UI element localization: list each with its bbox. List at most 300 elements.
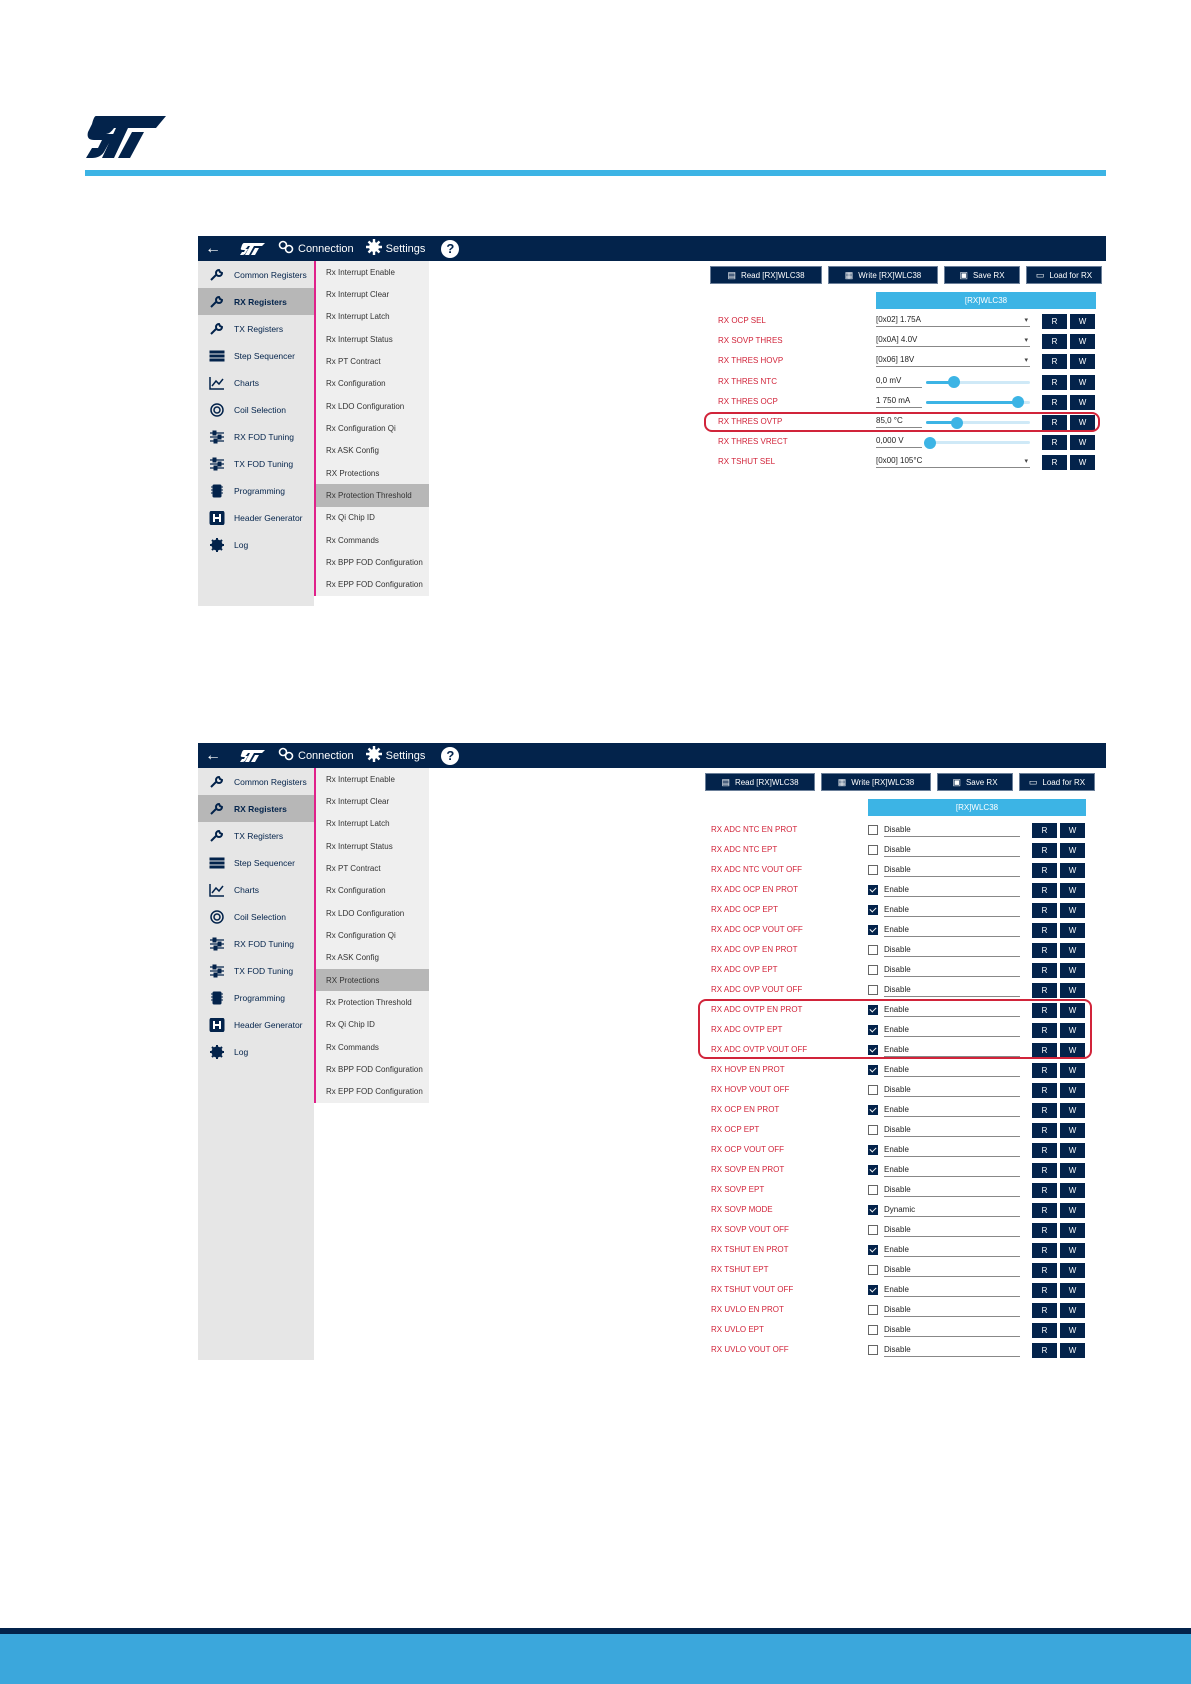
write-register-button[interactable]: W [1060, 843, 1085, 858]
sliders-icon [208, 430, 226, 444]
register-value-field[interactable] [876, 434, 922, 448]
submenu-item[interactable]: Rx Qi Chip ID [326, 1020, 375, 1030]
slider-knob[interactable] [924, 437, 936, 449]
settings-label: Settings [385, 242, 426, 255]
register-name: RX TSHUT VOUT OFF [711, 1285, 794, 1294]
write-register-button[interactable]: W [1060, 1163, 1085, 1178]
state-value: Disable [884, 845, 911, 854]
write-register-button[interactable]: W [1060, 1103, 1085, 1118]
write-register-button[interactable]: W [1060, 1083, 1085, 1098]
register-name: RX OCP SEL [718, 316, 766, 325]
read-register-button[interactable]: R [1032, 1103, 1057, 1118]
register-dropdown[interactable] [876, 313, 1030, 327]
submenu-item[interactable]: Rx PT Contract [326, 864, 381, 874]
read-register-button[interactable]: R [1032, 843, 1057, 858]
register-toolbar [705, 773, 1095, 791]
register-row [711, 1100, 1086, 1120]
save-button-label: Save RX [972, 270, 1005, 280]
sidebar-item-coil-selection[interactable] [198, 396, 314, 423]
register-state-field [884, 1223, 1020, 1237]
register-checkbox[interactable] [868, 985, 878, 995]
submenu-item[interactable]: Rx Interrupt Latch [326, 312, 390, 322]
read-register-button[interactable]: R [1032, 883, 1057, 898]
chevron-down-icon: ▾ [1024, 457, 1028, 465]
register-name: RX SOVP VOUT OFF [711, 1225, 789, 1234]
link-icon [278, 240, 298, 257]
field-value: 85,0 °C [876, 416, 903, 425]
read-register-button[interactable]: R [1032, 1303, 1057, 1318]
link-icon [278, 747, 298, 764]
register-checkbox[interactable] [868, 925, 878, 935]
register-state-field [884, 1163, 1020, 1177]
floppy-icon: ▣ [959, 269, 968, 280]
sidebar-item-rx-registers[interactable] [198, 795, 314, 822]
register-checkbox[interactable] [868, 885, 878, 895]
write-register-button[interactable]: W [1070, 334, 1095, 349]
register-dropdown[interactable] [876, 353, 1030, 367]
read-button[interactable] [705, 773, 815, 791]
sidebar [198, 768, 314, 1360]
register-name: RX ADC NTC EPT [711, 845, 778, 854]
register-checkbox[interactable] [868, 1085, 878, 1095]
state-value: Disable [884, 965, 911, 974]
sidebar-item-label: Log [234, 1046, 249, 1057]
sidebar-item-common-registers[interactable] [198, 768, 314, 795]
register-state-field [884, 943, 1020, 957]
sidebar-item-header-generator[interactable] [198, 504, 314, 531]
submenu-item[interactable]: Rx Protection Threshold [326, 998, 412, 1008]
sidebar-item-label: RX Registers [234, 296, 287, 307]
sidebar-item-charts[interactable] [198, 876, 314, 903]
sidebar-item-tx-fod-tuning[interactable] [198, 450, 314, 477]
folder-icon: ▭ [1028, 776, 1038, 787]
sidebar-item-label: Programming [234, 485, 286, 496]
sidebar-item-charts[interactable] [198, 369, 314, 396]
state-value: Enable [884, 1285, 909, 1294]
sidebar-item-rx-fod-tuning[interactable] [198, 930, 314, 957]
write-register-button[interactable]: W [1070, 314, 1095, 329]
register-group-menu [314, 768, 429, 1103]
sidebar-item-tx-registers[interactable] [198, 822, 314, 849]
write-register-button[interactable]: W [1060, 943, 1085, 958]
register-row [711, 960, 1086, 980]
write-register-button[interactable]: W [1060, 1123, 1085, 1138]
submenu-item[interactable]: RX Protections [316, 969, 429, 991]
submenu-item[interactable]: Rx Protection Threshold [316, 484, 429, 506]
register-checkbox[interactable] [868, 1145, 878, 1155]
register-checkbox[interactable] [868, 1225, 878, 1235]
register-row [711, 1320, 1086, 1340]
read-register-button[interactable]: R [1032, 1283, 1057, 1298]
read-register-button[interactable]: R [1042, 455, 1067, 470]
slider-knob[interactable] [948, 376, 960, 388]
register-name: RX OCP EPT [711, 1125, 760, 1134]
submenu-item[interactable]: Rx PT Contract [326, 357, 381, 367]
register-name: RX THRES NTC [718, 376, 777, 386]
register-checkbox[interactable] [868, 1345, 878, 1355]
read-register-button[interactable]: R [1042, 395, 1067, 410]
register-state-field [884, 903, 1020, 917]
write-register-button[interactable]: W [1060, 963, 1085, 978]
register-state-field [884, 1323, 1020, 1337]
register-checkbox[interactable] [868, 1105, 878, 1115]
register-checkbox[interactable] [868, 1205, 878, 1215]
register-slider[interactable] [926, 401, 1030, 404]
sidebar-item-tx-fod-tuning[interactable] [198, 957, 314, 984]
register-name: RX ADC OCP VOUT OFF [711, 925, 803, 934]
write-register-button[interactable]: W [1060, 823, 1085, 838]
state-value: Disable [884, 1345, 911, 1354]
submenu-item[interactable]: Rx Configuration [326, 379, 386, 389]
write-register-button[interactable]: W [1060, 883, 1085, 898]
sidebar-item-programming[interactable] [198, 984, 314, 1011]
register-checkbox[interactable] [868, 965, 878, 975]
sidebar-item-step-sequencer[interactable] [198, 849, 314, 876]
state-value: Disable [884, 1085, 911, 1094]
sliders-icon [208, 964, 226, 978]
dropdown-value: [0x00] 105°C [876, 456, 923, 466]
read-register-button[interactable]: R [1032, 1223, 1057, 1238]
read-register-button[interactable]: R [1042, 375, 1067, 390]
save-button[interactable] [937, 773, 1013, 791]
write-register-button[interactable]: W [1060, 1323, 1085, 1338]
register-row [711, 1060, 1086, 1080]
register-row [711, 940, 1086, 960]
submenu-item[interactable]: Rx EPP FOD Configuration [326, 1087, 423, 1097]
state-value: Disable [884, 1325, 911, 1334]
state-value: Enable [884, 885, 909, 894]
submenu-item[interactable]: Rx Interrupt Enable [326, 774, 395, 784]
register-checkbox[interactable] [868, 1325, 878, 1335]
submenu-item[interactable]: Rx Commands [326, 1042, 379, 1052]
register-row [711, 1280, 1086, 1300]
register-checkbox[interactable] [868, 1065, 878, 1075]
book-icon: ▤ [721, 776, 730, 787]
submenu-item[interactable]: Rx ASK Config [326, 446, 379, 456]
sidebar-item-label: RX FOD Tuning [234, 938, 294, 949]
help-icon[interactable]: ? [441, 747, 459, 765]
sidebar-item-log[interactable] [198, 1038, 314, 1065]
write-register-button[interactable]: W [1060, 1003, 1085, 1018]
settings-menu[interactable] [366, 239, 426, 258]
write-register-button[interactable]: W [1070, 354, 1095, 369]
read-register-button[interactable]: R [1032, 1343, 1057, 1358]
register-row [718, 351, 1096, 371]
submenu-item[interactable]: RX Protections [326, 468, 380, 478]
write-register-button[interactable]: W [1070, 435, 1095, 450]
read-button-label: Read [RX]WLC38 [734, 777, 799, 787]
connection-menu[interactable] [278, 747, 354, 764]
sidebar [198, 261, 314, 606]
write-register-button[interactable]: W [1070, 415, 1095, 430]
register-name: RX ADC OVP EN PROT [711, 945, 798, 954]
read-register-button[interactable]: R [1042, 435, 1067, 450]
write-register-button[interactable]: W [1060, 1343, 1085, 1358]
read-register-button[interactable]: R [1032, 1063, 1057, 1078]
register-checkbox[interactable] [868, 1125, 878, 1135]
register-checkbox[interactable] [868, 905, 878, 915]
sidebar-item-label: Coil Selection [234, 404, 286, 415]
st-mini-logo [240, 749, 266, 763]
read-register-button[interactable]: R [1032, 1083, 1057, 1098]
write-register-button[interactable]: W [1060, 1063, 1085, 1078]
read-register-button[interactable]: R [1032, 1203, 1057, 1218]
connection-menu[interactable] [278, 240, 354, 257]
register-slider[interactable] [926, 381, 1030, 384]
read-button[interactable] [710, 266, 822, 284]
submenu-item[interactable]: Rx Interrupt Clear [326, 797, 390, 807]
sidebar-item-coil-selection[interactable] [198, 903, 314, 930]
chip-icon [208, 484, 226, 498]
submenu-item[interactable]: Rx Interrupt Enable [326, 267, 395, 277]
read-register-button[interactable]: R [1032, 1043, 1057, 1058]
screenshot-protections [198, 743, 1106, 1360]
register-checkbox[interactable] [868, 845, 878, 855]
write-register-button[interactable]: W [1060, 1303, 1085, 1318]
register-row [711, 1080, 1086, 1100]
register-row [718, 452, 1096, 472]
register-checkbox[interactable] [868, 1245, 878, 1255]
submenu-item[interactable]: Rx Interrupt Status [326, 334, 393, 344]
settings-menu[interactable] [366, 746, 426, 765]
register-row [718, 331, 1096, 351]
sidebar-item-label: TX Registers [234, 323, 284, 334]
state-value: Disable [884, 1265, 911, 1274]
column-header: [RX]WLC38 [868, 799, 1086, 816]
register-row [711, 860, 1086, 880]
register-state-field [884, 1143, 1020, 1157]
read-register-button[interactable]: R [1032, 1143, 1057, 1158]
state-value: Disable [884, 1185, 911, 1194]
write-register-button[interactable]: W [1060, 1023, 1085, 1038]
state-value: Disable [884, 1225, 911, 1234]
read-register-button[interactable]: R [1032, 1163, 1057, 1178]
submenu-item[interactable]: Rx Interrupt Status [326, 841, 393, 851]
sidebar-item-rx-fod-tuning[interactable] [198, 423, 314, 450]
submenu-item[interactable]: Rx ASK Config [326, 953, 379, 963]
help-icon[interactable]: ? [441, 240, 459, 258]
state-value: Dynamic [884, 1205, 916, 1214]
sidebar-item-label: Step Sequencer [234, 857, 295, 868]
state-value: Disable [884, 825, 911, 834]
register-row [711, 820, 1086, 840]
sidebar-item-header-generator[interactable] [198, 1011, 314, 1038]
read-register-button[interactable]: R [1032, 963, 1057, 978]
sidebar-item-label: Charts [234, 884, 260, 895]
state-value: Enable [884, 1145, 909, 1154]
read-register-button[interactable]: R [1032, 983, 1057, 998]
read-register-button[interactable]: R [1042, 314, 1067, 329]
submenu-item[interactable]: Rx EPP FOD Configuration [326, 580, 423, 590]
read-register-button[interactable]: R [1032, 1003, 1057, 1018]
register-checkbox[interactable] [868, 945, 878, 955]
submenu-item[interactable]: Rx LDO Configuration [326, 908, 405, 918]
sliders-icon [208, 457, 226, 471]
register-checkbox[interactable] [868, 1285, 878, 1295]
write-register-button[interactable]: W [1070, 395, 1095, 410]
register-row [711, 900, 1086, 920]
read-register-button[interactable]: R [1032, 1243, 1057, 1258]
register-checkbox[interactable] [868, 825, 878, 835]
submenu-item[interactable]: Rx Qi Chip ID [326, 513, 375, 523]
submenu-item[interactable]: Rx BPP FOD Configuration [326, 558, 423, 568]
submenu-item[interactable]: Rx Commands [326, 535, 379, 545]
sliders-icon [208, 937, 226, 951]
read-register-button[interactable]: R [1032, 1183, 1057, 1198]
register-checkbox[interactable] [868, 1265, 878, 1275]
register-row [711, 840, 1086, 860]
register-slider[interactable] [926, 441, 1030, 444]
dropdown-value: [0x06] 18V [876, 355, 915, 365]
register-row [711, 1160, 1086, 1180]
save-button[interactable] [944, 266, 1020, 284]
read-register-button[interactable]: R [1032, 863, 1057, 878]
write-register-button[interactable]: W [1060, 1203, 1085, 1218]
wrench-icon [208, 268, 226, 282]
write-register-button[interactable]: W [1070, 375, 1095, 390]
register-name: RX SOVP EN PROT [711, 1165, 785, 1174]
register-checkbox[interactable] [868, 865, 878, 875]
write-register-button[interactable]: W [1060, 1143, 1085, 1158]
register-value-field[interactable] [876, 374, 922, 388]
write-register-button[interactable]: W [1070, 455, 1095, 470]
sidebar-item-label: Programming [234, 992, 286, 1003]
sidebar-item-label: TX FOD Tuning [234, 965, 294, 976]
register-group-menu [314, 261, 429, 596]
highlight-box [698, 999, 1092, 1059]
register-name: RX THRES VRECT [718, 437, 788, 447]
register-value-field[interactable] [876, 394, 922, 408]
write-register-button[interactable]: W [1060, 863, 1085, 878]
back-arrow-icon[interactable]: ← [205, 240, 221, 257]
register-state-field [884, 1283, 1020, 1297]
slider-knob[interactable] [1012, 396, 1024, 408]
register-checkbox[interactable] [868, 1165, 878, 1175]
write-register-button[interactable]: W [1060, 1263, 1085, 1278]
register-state-field [884, 1103, 1020, 1117]
settings-gear-icon [366, 746, 386, 765]
read-register-button[interactable]: R [1032, 943, 1057, 958]
sidebar-item-tx-registers[interactable] [198, 315, 314, 342]
list-icon [208, 856, 226, 870]
field-value: 0,000 V [876, 436, 904, 446]
register-name: RX ADC OVTP VOUT OFF [711, 1045, 808, 1054]
read-register-button[interactable]: R [1032, 823, 1057, 838]
read-register-button[interactable]: R [1032, 1123, 1057, 1138]
state-value: Disable [884, 1305, 911, 1314]
write-register-button[interactable]: W [1060, 1243, 1085, 1258]
wrench-icon [208, 295, 226, 309]
submenu-item[interactable]: Rx LDO Configuration [326, 401, 405, 411]
register-name: RX HOVP VOUT OFF [711, 1085, 790, 1094]
field-value: 0,0 mV [876, 375, 902, 385]
coil-icon [208, 910, 226, 924]
sidebar-item-step-sequencer[interactable] [198, 342, 314, 369]
page-footer [0, 1628, 1191, 1684]
sidebar-item-label: Common Registers [234, 776, 307, 787]
sidebar-item-label: TX Registers [234, 830, 284, 841]
write-register-button[interactable]: W [1060, 923, 1085, 938]
read-register-button[interactable]: R [1042, 415, 1067, 430]
state-value: Disable [884, 865, 911, 874]
read-register-button[interactable]: R [1032, 1023, 1057, 1038]
register-toolbar [710, 266, 1102, 284]
register-name: RX THRES HOVP [718, 356, 784, 366]
submenu-item[interactable]: Rx Configuration [326, 886, 386, 896]
submenu-item[interactable]: Rx BPP FOD Configuration [326, 1065, 423, 1075]
folder-icon: ▭ [1035, 269, 1045, 280]
load-button[interactable] [1026, 266, 1102, 284]
sidebar-item-programming[interactable] [198, 477, 314, 504]
sidebar-item-common-registers[interactable] [198, 261, 314, 288]
read-register-button[interactable]: R [1042, 354, 1067, 369]
register-name: RX THRES OVTP [718, 417, 783, 426]
register-state-field [884, 1303, 1020, 1317]
submenu-item[interactable]: Rx Configuration Qi [326, 424, 396, 434]
write-register-button[interactable]: W [1060, 1043, 1085, 1058]
register-state-field [884, 1203, 1020, 1217]
register-checkbox[interactable] [868, 1305, 878, 1315]
register-checkbox[interactable] [868, 1185, 878, 1195]
submenu-item[interactable]: Rx Interrupt Clear [326, 290, 390, 300]
submenu-item[interactable]: Rx Configuration Qi [326, 931, 396, 941]
load-button[interactable] [1019, 773, 1095, 791]
slider-fill [926, 401, 1018, 404]
sidebar-item-label: Log [234, 539, 249, 550]
list-icon [208, 349, 226, 363]
register-row [718, 372, 1096, 392]
read-button-label: Read [RX]WLC38 [740, 270, 805, 280]
register-dropdown[interactable] [876, 333, 1030, 347]
read-register-button[interactable]: R [1032, 1323, 1057, 1338]
submenu-item[interactable]: Rx Interrupt Latch [326, 819, 390, 829]
read-register-button[interactable]: R [1032, 923, 1057, 938]
sidebar-item-rx-registers[interactable] [198, 288, 314, 315]
register-name: RX OCP EN PROT [711, 1105, 780, 1114]
st-mini-logo [240, 242, 266, 256]
register-state-field [884, 1183, 1020, 1197]
chip-icon: ▦ [844, 269, 854, 280]
register-dropdown[interactable] [876, 454, 1030, 468]
wrench-icon [208, 829, 226, 843]
write-button-label: Write [RX]WLC38 [858, 270, 922, 280]
chip-icon [208, 991, 226, 1005]
h-icon [208, 1018, 226, 1032]
wrench-icon [208, 322, 226, 336]
write-button[interactable] [828, 266, 938, 284]
write-register-button[interactable]: W [1060, 983, 1085, 998]
chevron-down-icon: ▾ [1024, 336, 1028, 344]
register-row [718, 311, 1096, 331]
sidebar-item-label: Charts [234, 377, 260, 388]
write-register-button[interactable]: W [1060, 1223, 1085, 1238]
register-state-field [884, 1083, 1020, 1097]
read-register-button[interactable]: R [1042, 334, 1067, 349]
write-register-button[interactable]: W [1060, 1283, 1085, 1298]
read-register-button[interactable]: R [1032, 903, 1057, 918]
sidebar-item-log[interactable] [198, 531, 314, 558]
register-row [711, 920, 1086, 940]
dropdown-value: [0x0A] 4.0V [876, 335, 918, 345]
write-register-button[interactable]: W [1060, 903, 1085, 918]
read-register-button[interactable]: R [1032, 1263, 1057, 1278]
sidebar-item-label: Step Sequencer [234, 350, 295, 361]
write-button[interactable] [821, 773, 931, 791]
register-row [711, 1300, 1086, 1320]
write-register-button[interactable]: W [1060, 1183, 1085, 1198]
back-arrow-icon[interactable]: ← [205, 747, 221, 764]
register-state-field [884, 963, 1020, 977]
